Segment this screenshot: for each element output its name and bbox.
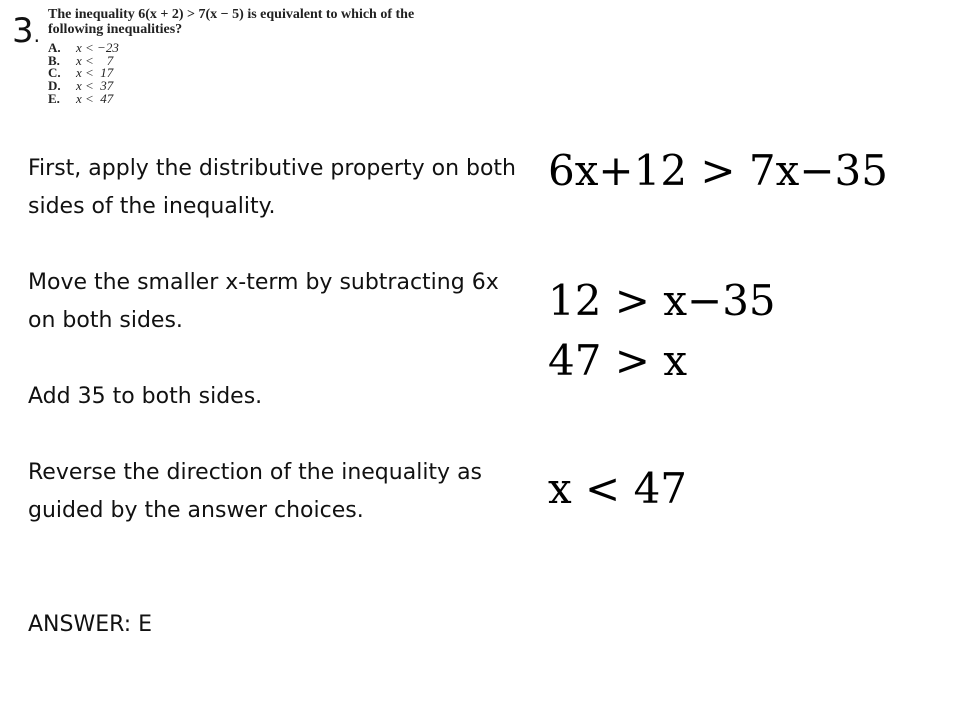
step-1-equation: 6x+12 > 7x−35 bbox=[548, 146, 888, 195]
choice-letter: D. bbox=[48, 78, 61, 94]
step-3-text: Add 35 to both sides. bbox=[28, 384, 263, 409]
step-1-text: First, apply the distributive property on both sides of the inequality. bbox=[28, 156, 516, 219]
choice-letter: C. bbox=[48, 65, 61, 81]
choice-e bbox=[48, 90, 448, 106]
choice-letter: A. bbox=[48, 40, 61, 55]
answer-choices bbox=[48, 42, 448, 106]
choice-letter: B. bbox=[48, 52, 60, 68]
choice-letter: E. bbox=[48, 90, 60, 106]
step-2-equation: 12 > x−35 bbox=[548, 276, 776, 325]
problem-number bbox=[12, 11, 40, 51]
problem-number-value: 3 bbox=[12, 11, 34, 51]
answer-text: ANSWER: E bbox=[28, 612, 153, 637]
choice-text: x < 17 bbox=[76, 65, 114, 81]
choice-text: x < 37 bbox=[76, 78, 114, 94]
choice-text: x < −23 bbox=[76, 40, 119, 55]
choice-text: x < 7 bbox=[76, 52, 114, 68]
problem-number-dot: . bbox=[33, 23, 40, 47]
step-3-equation: 47 > x bbox=[548, 336, 688, 385]
step-2-text: Move the smaller x-term by subtracting 6x on both sides. bbox=[28, 270, 499, 333]
question-text: The inequality 6(x + 2) > 7(x − 5) is equivalent to which of the following inequalities? bbox=[48, 7, 415, 37]
step-4-equation: x < 47 bbox=[548, 464, 688, 513]
question-image bbox=[48, 7, 448, 106]
choice-text: x < 47 bbox=[76, 90, 114, 106]
step-4-text: Reverse the direction of the inequality as guided by the answer choices. bbox=[28, 460, 483, 523]
